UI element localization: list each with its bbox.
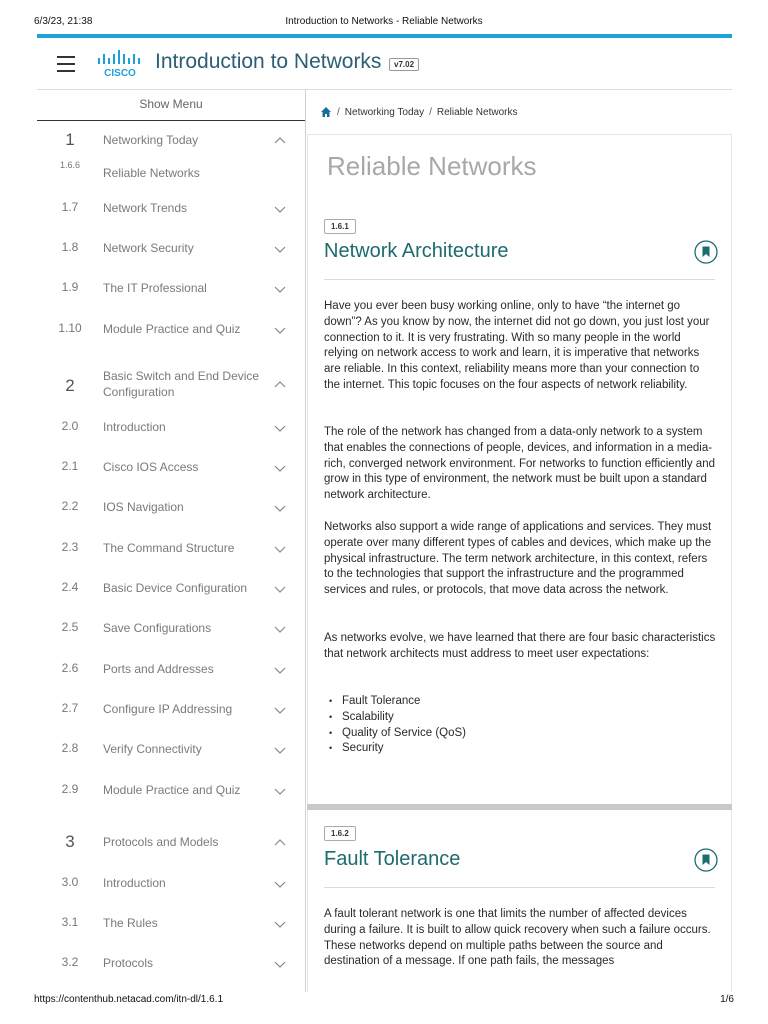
list-item: • Fault Tolerance (326, 694, 706, 710)
chevron-up-icon (273, 836, 287, 850)
nav-label: Protocols (103, 956, 154, 970)
nav-number: 2 (65, 376, 75, 395)
nav-label: Ports and Addresses (103, 662, 214, 676)
topic-title: Fault Tolerance (324, 848, 461, 870)
nav-number: 2.4 (61, 580, 79, 594)
breadcrumb-item[interactable]: Networking Today (344, 106, 425, 118)
sidebar-item[interactable] (37, 661, 305, 681)
topic-number-badge: 1.6.1 (324, 219, 356, 234)
chevron-down-icon (273, 784, 287, 798)
content-panel (307, 810, 732, 992)
chevron-down-icon (273, 323, 287, 337)
nav-label: IOS Navigation (103, 500, 184, 514)
sidebar-item[interactable] (37, 782, 305, 802)
nav-number: 3.1 (61, 915, 79, 929)
nav-number: 1.8 (61, 240, 79, 254)
print-page-number: 1/6 (720, 994, 734, 1005)
paragraph: The role of the network has changed from a data-only network to a system that enables the connections of people, devices, and information in a media-rich, converged network environment. For networks to function efficiently and grow in this type of environment, the network must be built upon a standard network architecture. (324, 426, 715, 502)
nav-number: 3 (65, 832, 75, 851)
nav-number: 1.9 (61, 280, 79, 294)
chevron-up-icon (273, 134, 287, 148)
sidebar-item[interactable] (37, 540, 305, 560)
nav-label: The Command Structure (103, 541, 235, 555)
chevron-down-icon (273, 501, 287, 515)
paragraph: Have you ever been busy working online, only to have “the internet go down”? As you know by now, the internet did not go down, you just lost your connection to it. It is very frustrating. With so many people in the world relying on network access to work and learn, it is imperative that networks are reliable. In this context, reliability means more than your connection to the internet. This topic focuses on the four aspects of network reliability. (324, 300, 710, 391)
bookmark-icon[interactable] (694, 240, 718, 264)
sidebar-item[interactable] (37, 915, 305, 935)
nav-label: Network Security (103, 241, 194, 255)
chevron-down-icon (273, 663, 287, 677)
nav-number: 3.0 (61, 875, 79, 889)
paragraph: A fault tolerant network is one that limits the number of affected devices during a failure. It is built to allow quick recovery when such a failure occurs. These networks depend on multiple paths between the source and destination of a message. If one path fails, the messages (324, 908, 711, 968)
breadcrumb-separator: / (429, 106, 432, 118)
chevron-down-icon (273, 282, 287, 296)
section-rule (324, 887, 715, 888)
nav-label: Verify Connectivity (103, 742, 202, 756)
cisco-logo (97, 50, 143, 78)
hamburger-menu-icon[interactable] (57, 56, 75, 72)
page-title: Reliable Networks (327, 151, 537, 181)
paragraph: As networks evolve, we have learned that there are four basic characteristics that network architects must address to meet user expectations: (324, 632, 716, 660)
nav-label: Basic Switch and End Device Configuration (103, 369, 260, 399)
chevron-down-icon (273, 202, 287, 216)
nav-number: 1.6.6 (59, 160, 81, 170)
nav-label: The IT Professional (103, 281, 207, 295)
topic-number-badge: 1.6.2 (324, 826, 356, 841)
sidebar-item[interactable] (37, 419, 305, 439)
nav-number: 2.7 (61, 701, 79, 715)
nav-label: Reliable Networks (103, 166, 200, 180)
version-badge: v7.02 (389, 58, 419, 71)
nav-number: 2.8 (61, 741, 79, 755)
chevron-down-icon (273, 743, 287, 757)
chevron-down-icon (273, 421, 287, 435)
chevron-down-icon (273, 957, 287, 971)
list-item: • Security (326, 741, 706, 757)
sidebar-item[interactable] (37, 620, 305, 640)
nav-number: 2.0 (61, 419, 79, 433)
chevron-down-icon (273, 242, 287, 256)
sidebar-item[interactable] (37, 701, 305, 721)
chevron-down-icon (273, 582, 287, 596)
print-url: https://contenthub.netacad.com/itn-dl/1.6.1 (34, 994, 224, 1005)
section-rule (324, 279, 715, 280)
logo-text: CISCO (104, 68, 136, 78)
nav-label: Module Practice and Quiz (103, 322, 241, 336)
breadcrumb-separator: / (337, 106, 340, 118)
chevron-down-icon (273, 877, 287, 891)
sidebar-divider (305, 90, 306, 992)
nav-number: 2.9 (61, 782, 79, 796)
sidebar-module-2[interactable] (37, 366, 305, 402)
nav-number: 2.3 (61, 540, 79, 554)
content-panel (307, 134, 732, 804)
print-datetime: 6/3/23, 21:38 (34, 16, 93, 27)
sidebar-item-reliable-networks[interactable] (37, 158, 305, 178)
chevron-down-icon (273, 542, 287, 556)
sidebar-item[interactable] (37, 459, 305, 479)
chevron-up-icon (273, 378, 287, 392)
sidebar-module-3[interactable] (37, 832, 305, 852)
nav-number: 2.6 (61, 661, 79, 675)
sidebar-item[interactable] (37, 875, 305, 895)
chevron-down-icon (273, 917, 287, 931)
list-item: • Scalability (326, 710, 706, 726)
nav-number: 1.10 (58, 321, 82, 335)
nav-number: 3.2 (61, 955, 79, 969)
nav-label: Cisco IOS Access (103, 460, 199, 474)
nav-label: Basic Device Configuration (103, 581, 248, 595)
sidebar-item[interactable] (37, 499, 305, 519)
print-header (34, 16, 734, 30)
sidebar-item[interactable] (37, 200, 305, 220)
nav-label: Networking Today (103, 133, 199, 147)
nav-label: The Rules (103, 916, 158, 930)
nav-number: 2.1 (61, 459, 79, 473)
sidebar-item[interactable] (37, 321, 305, 341)
nav-number: 1 (65, 130, 75, 149)
chevron-down-icon (273, 703, 287, 717)
nav-label: Protocols and Models (103, 835, 219, 849)
nav-number: 1.7 (61, 200, 79, 214)
sidebar-item[interactable] (37, 240, 305, 260)
nav-number: 2.5 (61, 620, 79, 634)
breadcrumb (320, 104, 517, 120)
sidebar-item[interactable] (37, 280, 305, 300)
sidebar-item[interactable] (37, 580, 305, 600)
home-icon[interactable] (320, 106, 332, 118)
nav-label: Save Configurations (103, 621, 212, 635)
sidebar-module-1[interactable] (37, 130, 305, 150)
sidebar-nav (37, 90, 305, 992)
sidebar-item[interactable] (37, 741, 305, 761)
chevron-down-icon (273, 461, 287, 475)
breadcrumb-item[interactable]: Reliable Networks (436, 106, 518, 118)
app-header (37, 38, 732, 90)
paragraph: Networks also support a wide range of applications and services. They must operate over many different types of cables and devices, which make up the physical infrastructure. The term network architecture, in this context, refers to the technologies that support the infrastructure and the programmed services and rules, or protocols, that move data across the network. (324, 521, 712, 597)
nav-label: Introduction (103, 420, 166, 434)
topic-title: Network Architecture (324, 240, 509, 262)
show-menu-button[interactable]: Show Menu (37, 90, 305, 121)
nav-number: 2.2 (61, 499, 79, 513)
nav-label: Configure IP Addressing (103, 702, 233, 716)
list-item: • Quality of Service (QoS) (326, 726, 706, 742)
nav-label: Module Practice and Quiz (103, 783, 241, 797)
nav-label: Network Trends (103, 201, 188, 215)
app-title: Introduction to Networks (155, 50, 382, 73)
chevron-down-icon (273, 622, 287, 636)
print-page-title: Introduction to Networks - Reliable Networks (285, 16, 483, 27)
characteristics-list (326, 694, 706, 757)
nav-label: Introduction (103, 876, 166, 890)
print-footer (34, 994, 734, 1008)
bookmark-icon[interactable] (694, 848, 718, 872)
sidebar-item[interactable] (37, 955, 305, 975)
